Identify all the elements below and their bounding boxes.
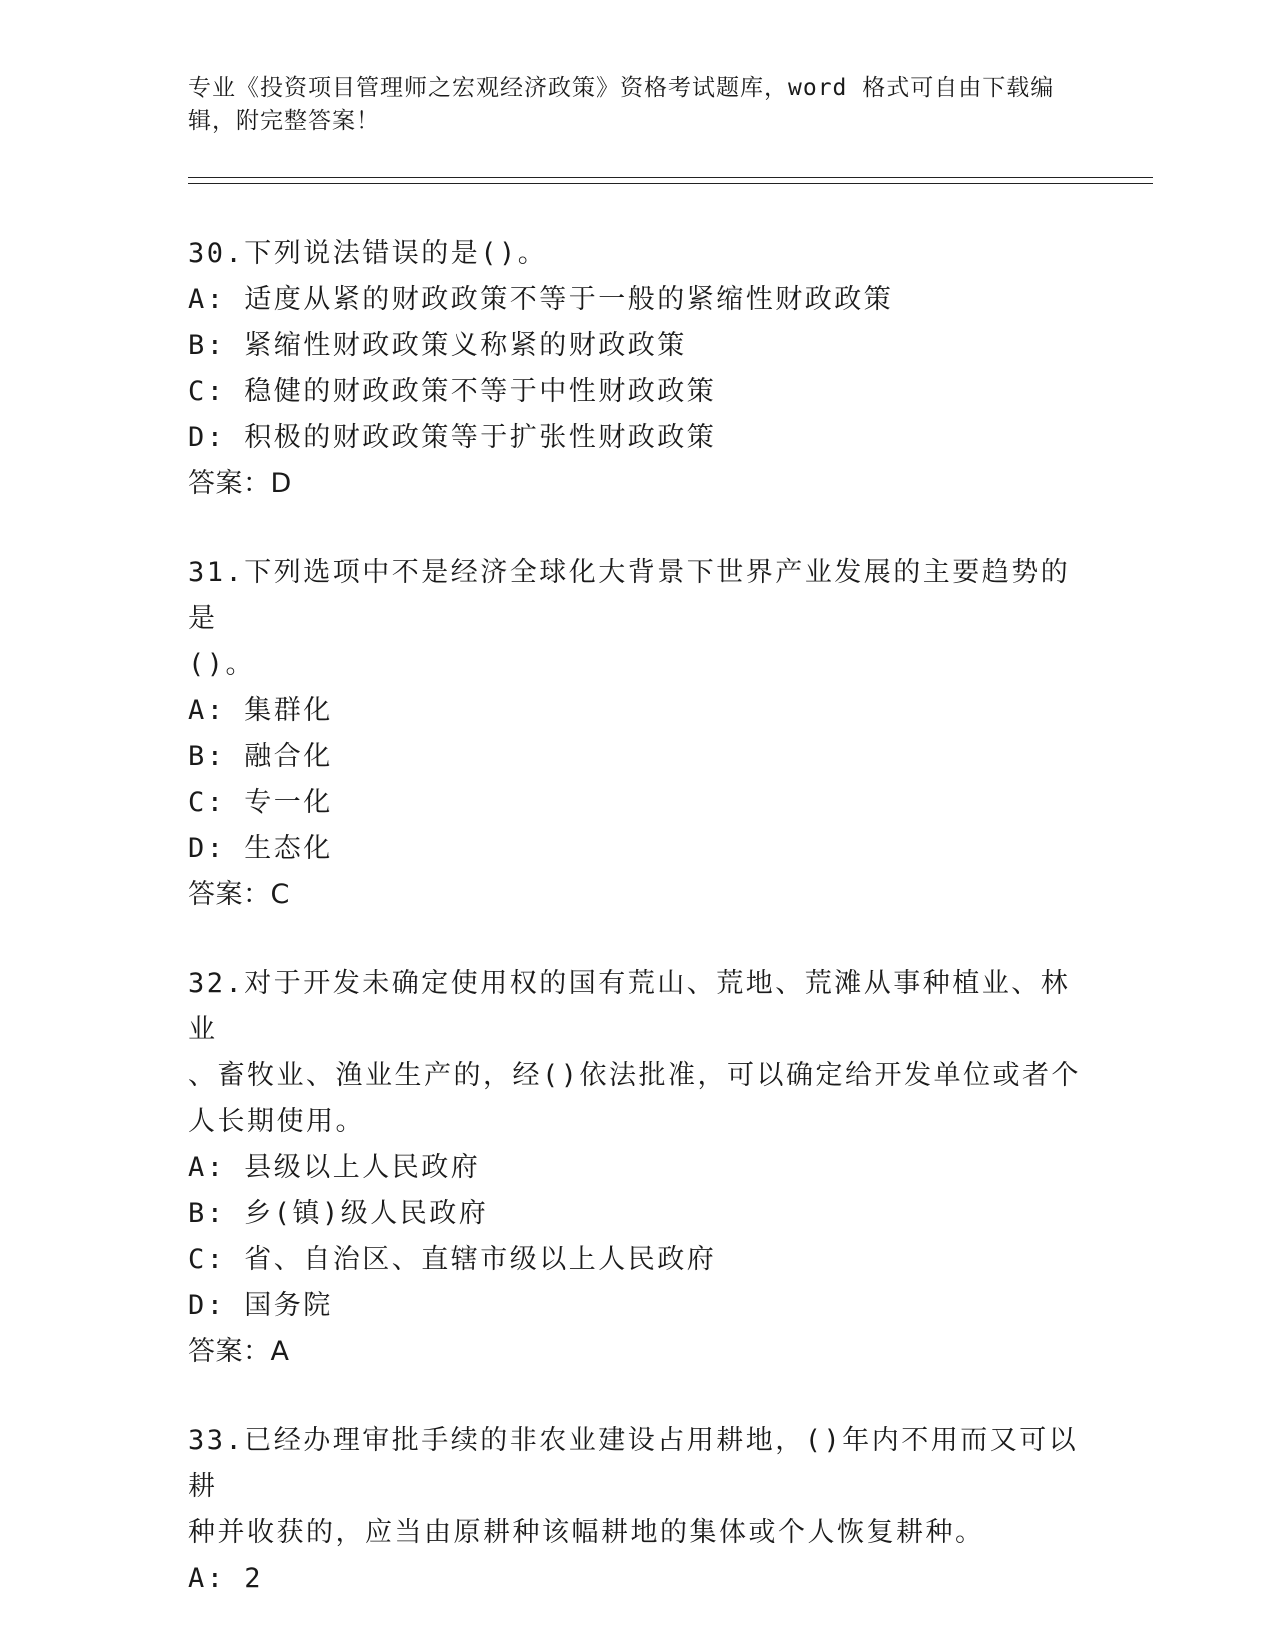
header-divider-bottom <box>188 183 1153 184</box>
option-a: A: 县级以上人民政府 <box>188 1152 481 1183</box>
answer-line: 答案：D <box>188 468 292 499</box>
document-header <box>188 72 1088 138</box>
question-32 <box>188 961 1088 1375</box>
option-d: D: 生态化 <box>188 833 333 864</box>
option-c: C: 专一化 <box>188 787 333 818</box>
option-b: B: 乡(镇)级人民政府 <box>188 1198 489 1229</box>
option-a: A: 2 <box>188 1563 264 1594</box>
question-31 <box>188 550 1088 918</box>
question-stem: 32.对于开发未确定使用权的国有荒山、荒地、荒滩从事种植业、林业 <box>188 968 1071 1045</box>
header-line-2: 辑，附完整答案！ <box>188 108 380 134</box>
question-stem: 33.已经办理审批手续的非农业建设占用耕地，()年内不用而又可以耕 <box>188 1425 1079 1502</box>
option-a: A: 集群化 <box>188 695 333 726</box>
question-30 <box>188 231 1088 507</box>
question-stem-cont: 人长期使用。 <box>188 1106 365 1137</box>
answer-line: 答案：A <box>188 1336 290 1367</box>
option-b: B: 紧缩性财政政策义称紧的财政政策 <box>188 330 687 361</box>
answer-line: 答案：C <box>188 879 290 910</box>
option-a: A: 适度从紧的财政政策不等于一般的紧缩性财政政策 <box>188 284 894 315</box>
question-stem-cont: 、畜牧业、渔业生产的，经()依法批准，可以确定给开发单位或者个 <box>188 1060 1082 1091</box>
option-d: D: 积极的财政政策等于扩张性财政政策 <box>188 422 717 453</box>
question-stem: 31.下列选项中不是经济全球化大背景下世界产业发展的主要趋势的是 <box>188 557 1071 634</box>
option-c: C: 稳健的财政政策不等于中性财政政策 <box>188 376 717 407</box>
question-list <box>188 231 1088 1645</box>
header-line-1: 专业《投资项目管理师之宏观经济政策》资格考试题库，word 格式可自由下载编 <box>188 75 1055 101</box>
question-stem-cont: ()。 <box>188 649 256 680</box>
header-divider-top <box>188 177 1153 178</box>
option-c: C: 省、自治区、直辖市级以上人民政府 <box>188 1244 717 1275</box>
question-33 <box>188 1418 1088 1602</box>
question-stem-cont: 种并收获的，应当由原耕种该幅耕地的集体或个人恢复耕种。 <box>188 1517 985 1548</box>
option-b: B: 融合化 <box>188 741 333 772</box>
option-d: D: 国务院 <box>188 1290 333 1321</box>
question-stem: 30.下列说法错误的是()。 <box>188 238 548 269</box>
